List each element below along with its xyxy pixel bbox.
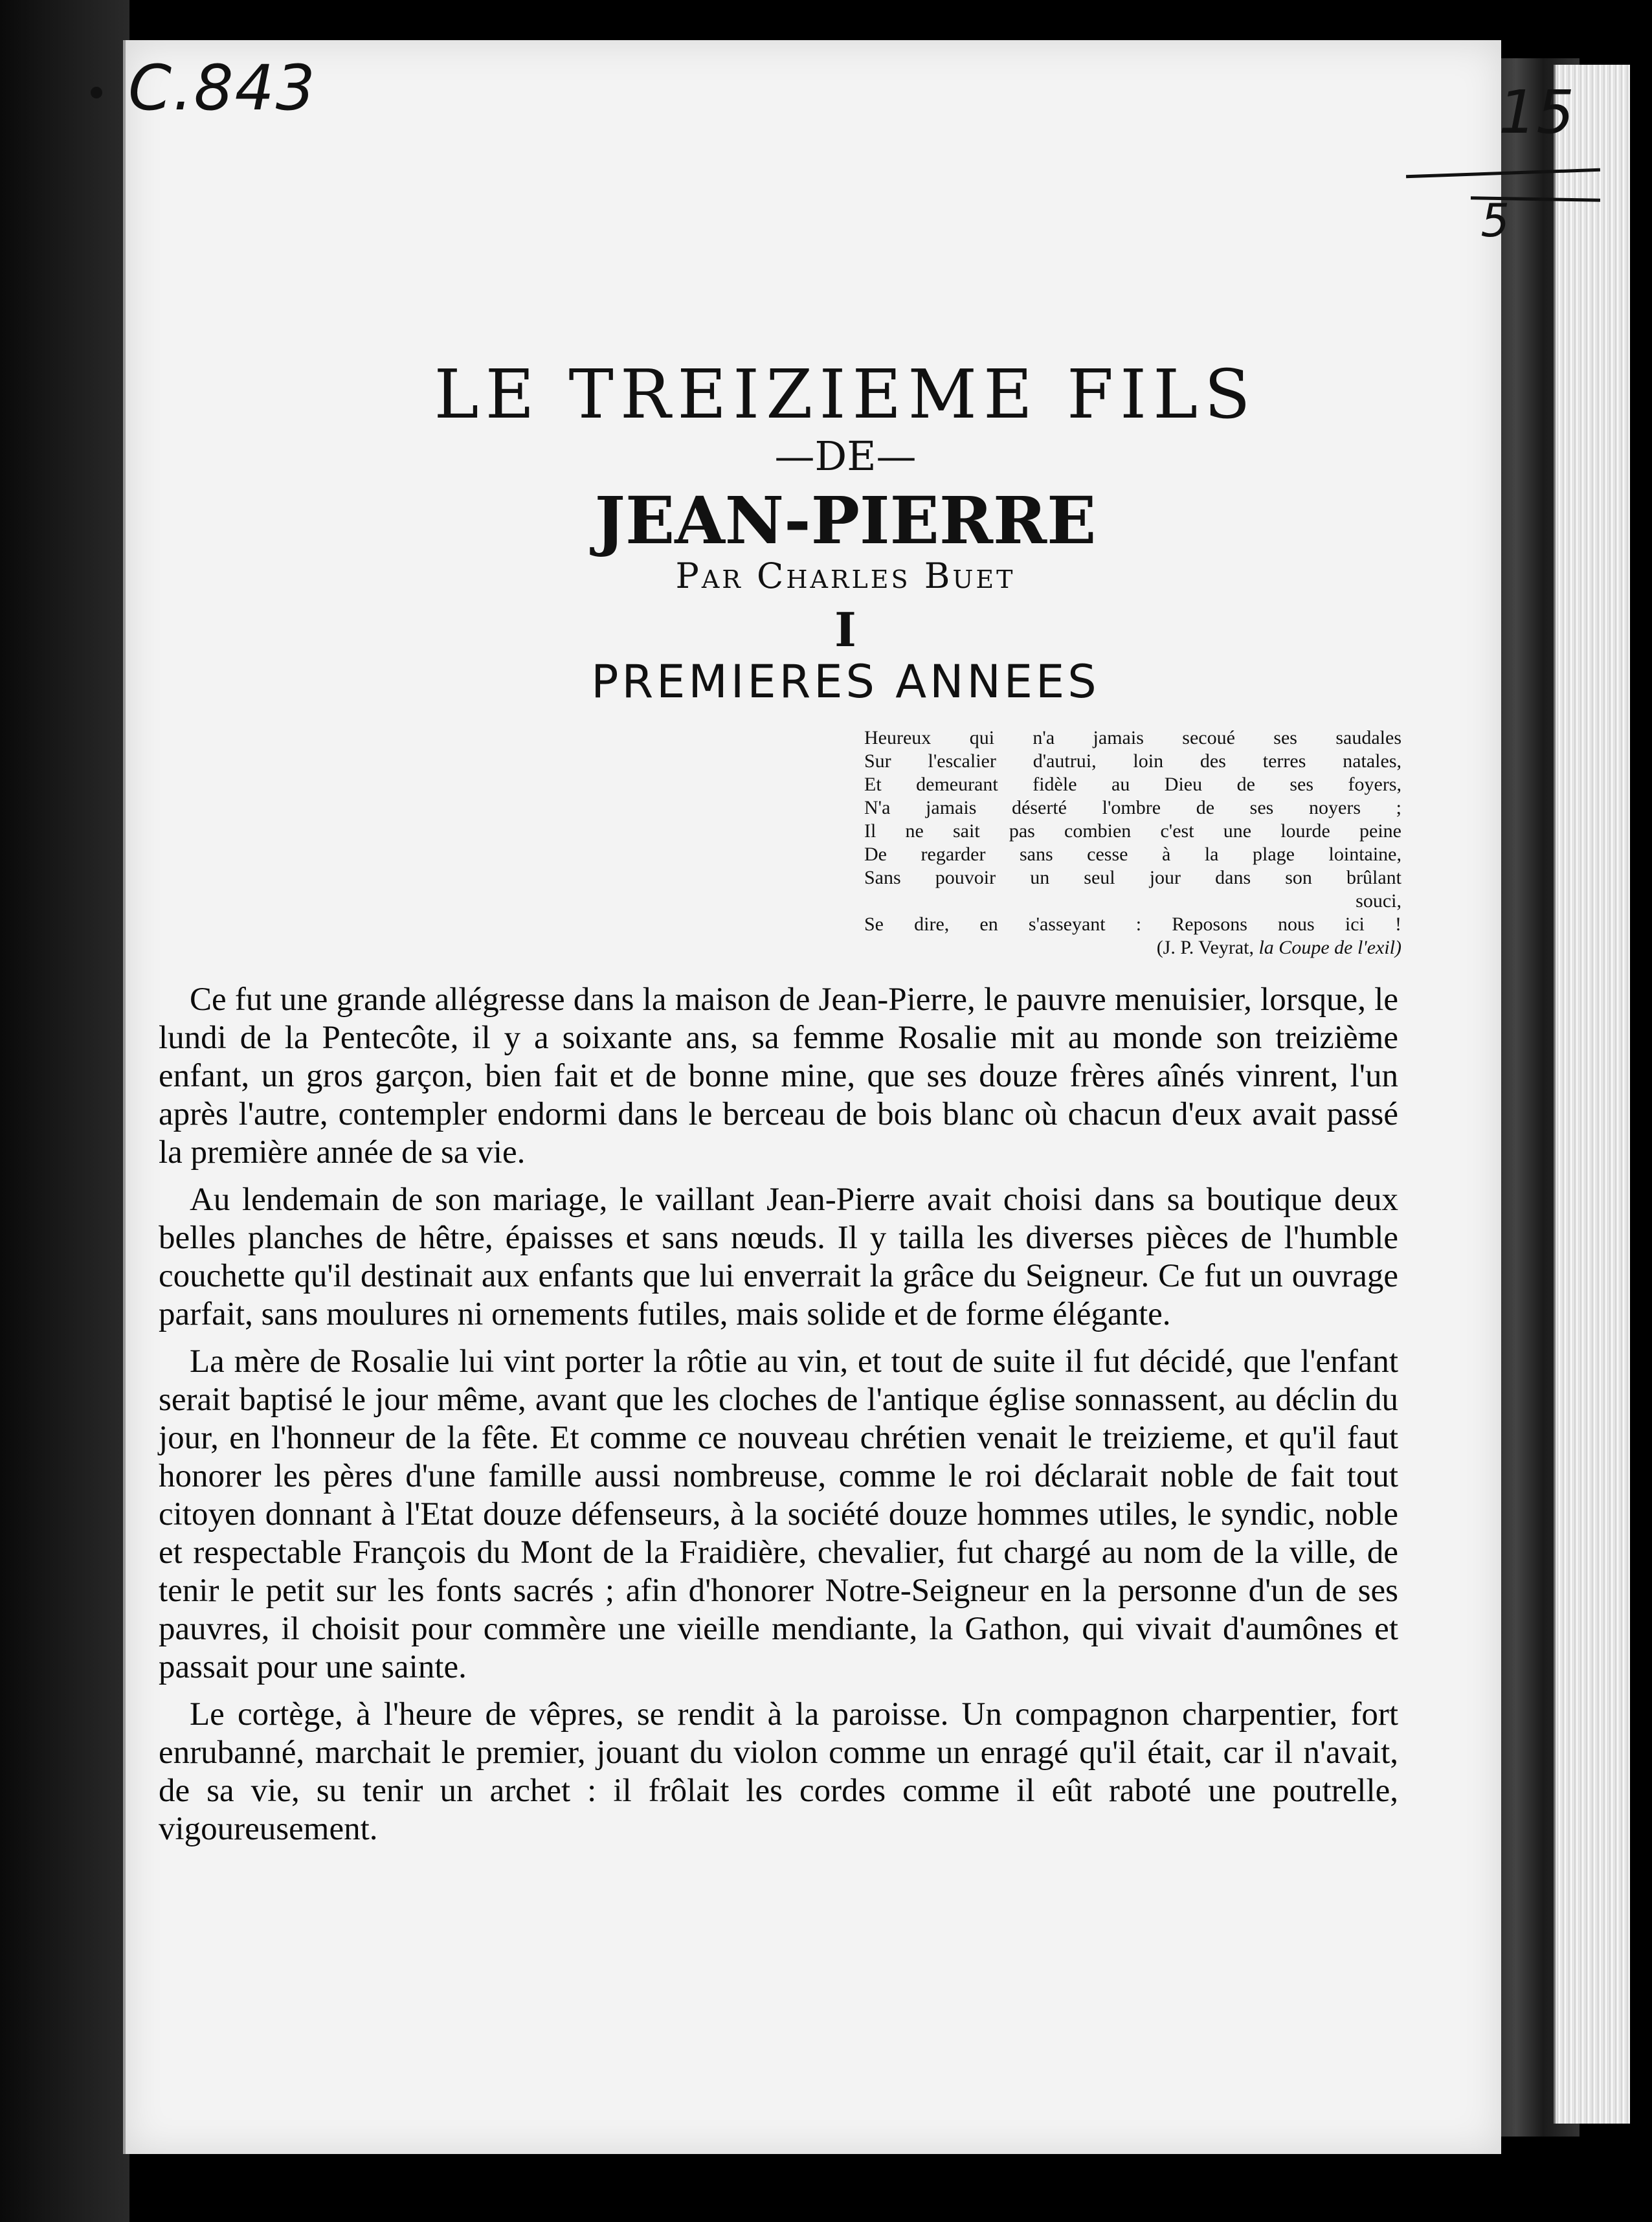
attribution-author: (J. P. Veyrat, [1156, 937, 1254, 958]
epigraph-line: N'a jamais déserté l'ombre de ses noyers ; [864, 797, 1401, 818]
title-name: JEAN-PIERRE [594, 482, 1097, 559]
epigraph-line: Il ne sait pas combien c'est une lourde peine [864, 820, 1401, 842]
paragraph: La mère de Rosalie lui vint porter la rôtie au vin, et tout de suite il fut décidé, que l'enfant serait baptisé le jour même, avant que les cloches de l'antique église sonnassent, au déclin du jour, en l'honneur de la fête. Et comme ce nouveau chrétien venait le treizieme, et qu'il faut honorer les pères d'une famille aussi nombreuse, comme le roi déclarait noble de fait tout citoyen donnant à l'Etat douze défenseurs, à la société douze hommes utiles, le syndic, noble et respectable François du Mont de la Fraidière, chevalier, fut chargé au nom de la ville, de tenir le petit sur les fonts sacrés ; afin d'honorer Notre-Seigneur en la personne d'un de ses pauvres, il choisit pour commère une vieille mendiante, la Gathon, qui vivait d'aumônes et passait pour une sainte. [159, 1343, 1398, 1685]
dot-mark [91, 87, 102, 98]
epigraph-line: De regarder sans cesse à la plage lointaine, [864, 844, 1401, 865]
paragraph: Au lendemain de son mariage, le vaillant Jean-Pierre avait choisi dans sa boutique deux belles planches de hêtre, épaisses et sans nœuds. Il y tailla les diverses pièces de l'humble couchette qu'il destinait aux enfants que lui enverrait la grâce du Seigneur. Ce fut un ouvrage parfait, sans moulures ni ornements futiles, mais solide et de forme élégante. [159, 1182, 1398, 1332]
part-numeral: I [834, 602, 856, 657]
story-title: LE TREIZIEME FILS [434, 355, 1257, 434]
scanner-frame-left [0, 0, 129, 2222]
paragraph: Ce fut une grande allégresse dans la maison de Jean-Pierre, le pauvre menuisier, lorsque, le lundi de la Pentecôte, il y a soixante ans, sa femme Rosalie mit au monde son treizième enfant, un gros garçon, bien fait et de bonne mine, que ses douze frères aînés vinrent, l'un après l'autre, contempler endormi dans le berceau de bois blanc où chacun d'eux avait passé la première année de sa vie. [159, 982, 1398, 1171]
paragraph: Le cortège, à l'heure de vêpres, se rendit à la paroisse. Un compagnon charpentier, fort enrubanné, marchait le premier, jouant du violon comme un enragé qu'il était, car il n'avait, de sa vie, su tenir un archet : il frôlait les cordes comme il eût raboté une poutrelle, vigoureusement. [159, 1696, 1398, 1847]
attribution-work: la Coupe de l'exil) [1258, 937, 1401, 958]
title-connector: —DE— [774, 432, 917, 480]
epigraph-line: souci, [1356, 890, 1401, 912]
epigraph [864, 726, 1401, 960]
chapter-title: PREMIERES ANNEES [591, 655, 1100, 708]
epigraph-line: Se dire, en s'asseyant : Reposons nous ici ! [864, 914, 1401, 935]
epigraph-line: Et demeurant fidèle au Dieu de ses foyers, [864, 774, 1401, 795]
epigraph-attribution [864, 936, 1401, 960]
folio-subnumber: 5 [1480, 194, 1510, 247]
epigraph-line: Sur l'escalier d'autrui, loin des terres natales, [864, 750, 1401, 772]
author-byline: Par Charles Buet [675, 556, 1016, 596]
shelfmark-annotation [91, 52, 317, 124]
shelfmark-text: C.843 [128, 52, 317, 124]
folio-number: 15 [1498, 78, 1574, 147]
epigraph-line: Sans pouvoir un seul jour dans son brûlant [864, 867, 1401, 888]
body-text [159, 981, 1398, 1857]
epigraph-line: Heureux qui n'a jamais secoué ses saudales [864, 727, 1401, 748]
